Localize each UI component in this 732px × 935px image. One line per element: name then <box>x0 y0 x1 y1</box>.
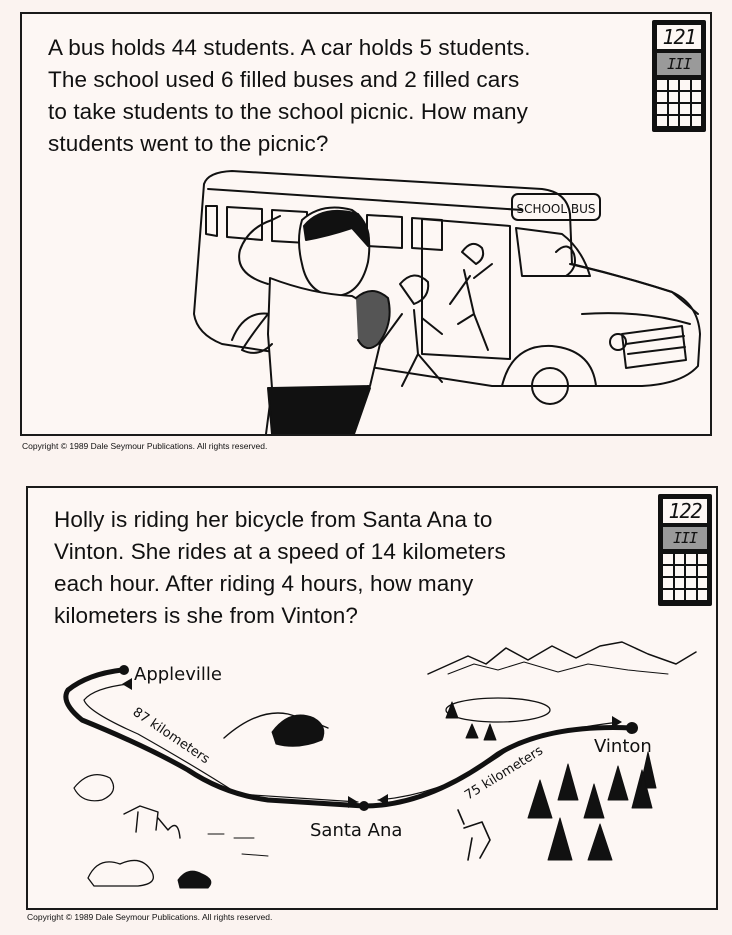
santa-ana-dot <box>359 801 369 811</box>
end-town-label: Vinton <box>594 736 652 757</box>
appleville-dot <box>119 665 129 675</box>
problem-text: A bus holds 44 students. A car holds 5 students. The school used 6 filled buses and 2 filled cars to take students to the school picnic. How many students went to the picnic? <box>48 35 531 156</box>
school-bus-illustration <box>22 14 710 434</box>
left-distance-label: 87 kilometers <box>129 704 213 768</box>
copyright: Copyright © 1989 Dale Seymour Publications. All rights reserved. <box>22 441 268 451</box>
problem-text: Holly is riding her bicycle from Santa Ana to Vinton. She rides at a speed of 14 kilometers each hour. After riding 4 hours, how many kilometers is she from Vinton? <box>54 507 506 628</box>
card-number: 122 <box>663 499 707 523</box>
right-distance-label: 75 kilometers <box>462 743 546 804</box>
problem-card-121 <box>20 12 712 436</box>
level-band: III <box>657 53 701 75</box>
copyright: Copyright © 1989 Dale Seymour Publications. All rights reserved. <box>27 912 273 922</box>
bus-sign: SCHOOL BUS <box>516 202 596 216</box>
route-map-illustration <box>28 488 716 908</box>
card-number: 121 <box>657 25 701 49</box>
problem-card-122 <box>26 486 718 910</box>
start-town-label: Appleville <box>134 664 222 685</box>
vinton-dot <box>626 722 638 734</box>
level-band: III <box>663 527 707 549</box>
middle-town-label: Santa Ana <box>310 820 403 841</box>
